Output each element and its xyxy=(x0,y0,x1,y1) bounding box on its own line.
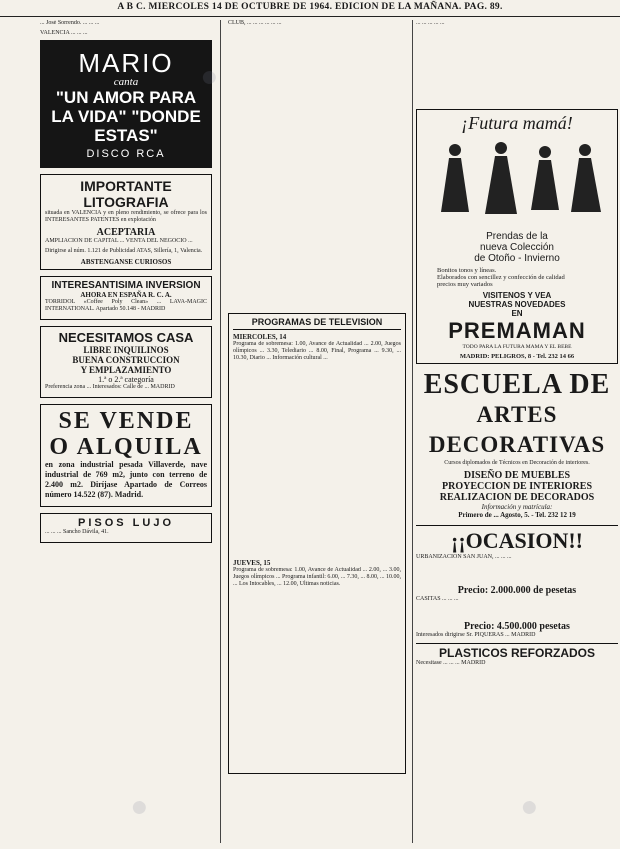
necesitamos-line: 1.ª o 2.ª categoría xyxy=(98,375,154,384)
ocasion-body: CASITAS ... ... ... xyxy=(416,596,459,602)
necesitamos-line: LIBRE INQUILINOS xyxy=(83,345,169,355)
premaman-visit: EN xyxy=(511,309,523,318)
sevende-line: O ALQUILA xyxy=(49,434,203,460)
watermark-decoration: ● xyxy=(121,787,156,826)
mario-name: MARIO xyxy=(78,48,174,78)
necesitamos-ad xyxy=(40,326,212,398)
escuela-title: ESCUELA DE xyxy=(423,369,611,400)
pisos-ad xyxy=(40,513,212,543)
escuela-item: REALIZACION DE DECORADOS xyxy=(439,492,595,503)
premaman-tagline: TODO PARA LA FUTURA MAMA Y EL BEBE xyxy=(462,344,572,350)
ocasion-body: URBANIZACION SAN JUAN, ... ... ... xyxy=(416,554,512,560)
escuela-item: PROYECCION DE INTERIORES xyxy=(441,481,593,492)
inversion-ad xyxy=(40,276,212,320)
classified-text: ... ... ... ... ... xyxy=(416,20,445,26)
litografia-ad xyxy=(40,174,212,270)
sevende-body: en zona industrial pesada Villaverde, nave industrial de 769 m2, junto con terreno de 2.400 m2. Diríjase Apartado de Correos número 14.522 (87). Madrid. xyxy=(45,460,207,499)
column-middle xyxy=(228,20,406,845)
tv-day: MIERCOLES, 14 xyxy=(233,333,287,341)
escuela-info: Información y matrícula: xyxy=(481,503,553,511)
premaman-body: de Otoño - Invierno xyxy=(474,253,560,264)
tv-title: PROGRAMAS DE TELEVISION xyxy=(233,317,401,330)
sevende-ad xyxy=(40,404,212,507)
necesitamos-body: Preferencia zona ... Interesados: Calle de ... MADRID xyxy=(45,384,175,390)
mario-song: "UN AMOR PARA LA VIDA" "DONDE ESTAS" xyxy=(51,88,201,145)
escuela-ad xyxy=(416,370,618,519)
tv-day: JUEVES, 15 xyxy=(233,559,271,567)
page-header: A B C. MIERCOLES 14 DE OCTUBRE DE 1964. EDICION DE LA MAÑANA. PAG. 89. xyxy=(0,2,620,17)
column-left xyxy=(40,20,212,845)
necesitamos-title: NECESITAMOS CASA xyxy=(58,330,194,345)
necesitamos-line: Y EMPLAZAMIENTO xyxy=(80,365,172,375)
escuela-item: DISEÑO DE MUEBLES xyxy=(463,470,571,481)
column-right xyxy=(416,20,618,845)
premaman-visit: VISITENOS Y VEA xyxy=(482,291,552,300)
tv-schedule: Programa de sobremesa: 1.00, Avance de Actualidad ... 2.00, ... 3.00, Juegos olímpicos ... Programa infantil: 6.00, ... 7.30, ... 8.00, ... 10.00, ... Los Intocables, ... 12.00, Ultimas noticias. xyxy=(233,567,401,587)
plasticos-title: PLASTICOS REFORZADOS xyxy=(438,646,595,660)
ocasion-title: ¡¡OCASION!! xyxy=(451,528,583,553)
watermark-decoration: ● xyxy=(511,787,546,826)
litografia-body: AMPLIACION DE CAPITAL ... VENTA DEL NEGOCIO ... xyxy=(45,238,193,244)
litografia-contact: Dirigirse al núm. 1.121 de Publicidad ATAS, Sillería, 1, Valencia. xyxy=(45,248,203,254)
classified-text: VALENCIA ... ... ... xyxy=(40,30,88,36)
sevende-line: SE VENDE xyxy=(58,408,194,434)
litografia-footer: ABSTENGANSE CURIOSOS xyxy=(80,258,172,266)
watermark-decoration: ● xyxy=(191,57,226,96)
premaman-brand: PREMAMAN xyxy=(448,318,586,343)
premaman-body: nueva Colección xyxy=(480,242,554,253)
ocasion-ad xyxy=(416,525,618,639)
plasticos-ad xyxy=(416,643,618,667)
plasticos-body: Necesitase ... ... ... MADRID xyxy=(416,660,486,666)
escuela-title: ARTES DECORATIVAS xyxy=(428,402,606,457)
inversion-sub: AHORA EN ESPAÑA R. C. A. xyxy=(80,291,172,299)
litografia-body: situada en VALENCIA y en pleno rendimiento, se ofrece para los INTERESANTES PATENTES en explotación xyxy=(45,210,207,223)
litografia-accept: ACEPTARIA xyxy=(96,227,156,238)
premaman-address: MADRID: PELIGROS, 8 - Tel. 232 14 66 xyxy=(459,353,575,360)
inversion-body: TORRIDOL «Coffee Poly Clean» ... LAVA-MAGIC INTERNATIONAL. Apartado 50.148 - MADRID xyxy=(45,299,207,312)
premaman-bullet: Elaborados con sencillez y confección de calidad xyxy=(437,274,565,281)
column-divider xyxy=(412,20,413,843)
premaman-body: Prendas de la xyxy=(486,231,548,242)
mario-verb: canta xyxy=(113,76,139,88)
maternity-dresses-illustration xyxy=(421,136,611,222)
escuela-sub: Cursos diplomados de Técnicos en Decoración de interiores. xyxy=(444,460,590,466)
pisos-body: ... ... ... Sancho Dávila, 41. xyxy=(45,529,109,535)
tv-programs xyxy=(228,313,406,774)
ocasion-price: Precio: 4.500.000 pesetas xyxy=(464,621,570,632)
litografia-title: IMPORTANTE LITOGRAFIA xyxy=(80,178,172,210)
classified-text: ... José Sorrendo. ... ... ... xyxy=(40,20,100,26)
premaman-ad xyxy=(416,109,618,364)
premaman-visit: NUESTRAS NOVEDADES xyxy=(468,300,566,309)
mario-label: DISCO RCA xyxy=(86,148,166,160)
tv-schedule: Programa de sobremesa: 1.00, Avance de Actualidad ... 2.00, Juegos olímpicos ... 3.30, Telediario ... 8.00, Final, Programa ... 9.30, ... 10.30, Diario ... Información cultural ... xyxy=(233,341,401,361)
mario-ad xyxy=(40,40,212,168)
inversion-title: INTERESANTISIMA INVERSION xyxy=(51,280,201,291)
pisos-title: PISOS LUJO xyxy=(77,517,175,529)
classified-text: CLUB, ... ... ... ... ... ... xyxy=(228,20,282,26)
ocasion-contact: Interesados dirigirse Sr. PIQUERAS ... MADRID xyxy=(416,632,536,638)
ocasion-price: Precio: 2.000.000 de pesetas xyxy=(457,585,577,596)
necesitamos-line: BUENA CONSTRUCCION xyxy=(72,355,180,365)
escuela-address: Primero de ... Agosto, 5. - Tel. 232 12 19 xyxy=(458,511,576,519)
premaman-bullet: Bonitos tonos y líneas. xyxy=(437,267,497,274)
column-divider xyxy=(220,20,221,843)
premaman-bullet: precios muy variados xyxy=(437,281,493,288)
premaman-headline: ¡Futura mamá! xyxy=(461,113,573,133)
